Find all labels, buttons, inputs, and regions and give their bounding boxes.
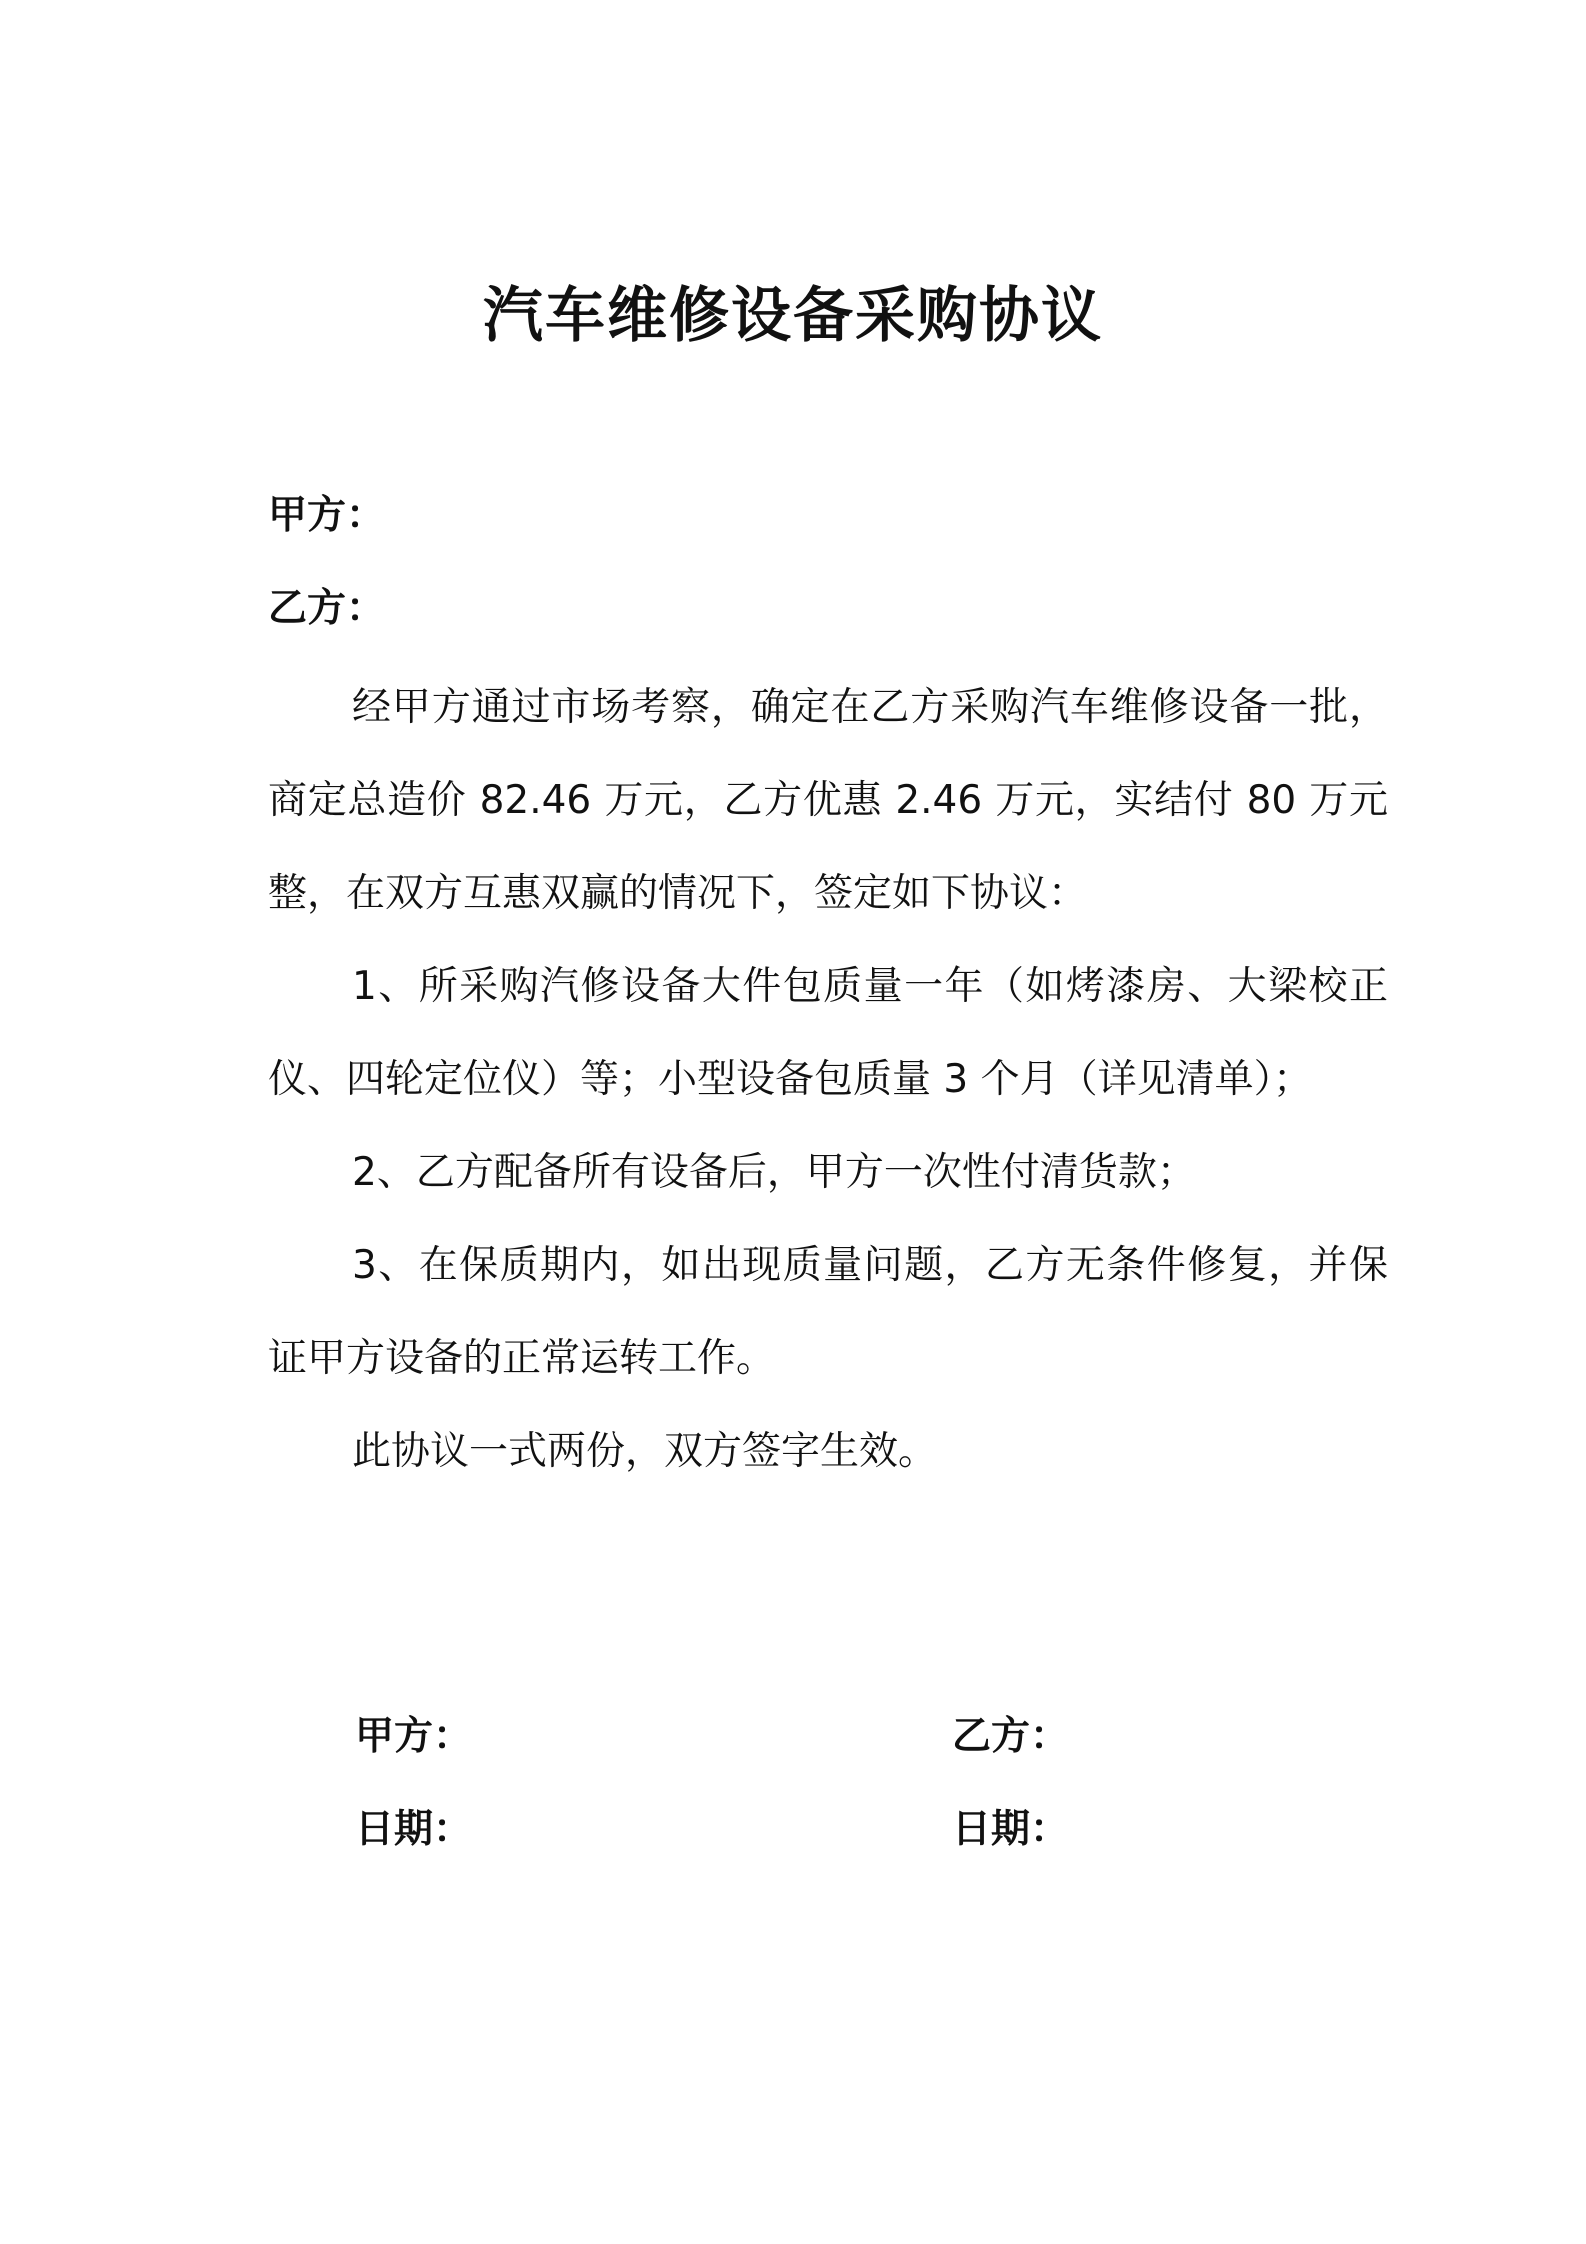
signature-party-a-label: 甲方： (355, 1714, 473, 1759)
party-b-label: 乙方： (268, 586, 386, 631)
document-title: 汽车维修设备采购协议 (483, 281, 1103, 351)
signature-party-b-date-label: 日期： (952, 1807, 1070, 1852)
agreement-body (268, 661, 1388, 1498)
paragraph-clause-1: 1、所采购汽修设备大件包质量一年（如烤漆房、大梁校正仪、四轮定位仪）等；小型设备包质量 3 个月（详见清单）； (268, 964, 1388, 1102)
paragraph-intro: 经甲方通过市场考察，确定在乙方采购汽车维修设备一批，商定总造价 82.46 万元，乙方优惠 2.46 万元，实结付 80 万元整，在双方互惠双赢的情况下，签定如下协议： (268, 685, 1388, 916)
signature-party-b-label: 乙方： (952, 1714, 1070, 1759)
paragraph-closing: 此协议一式两份，双方签字生效。 (352, 1429, 938, 1474)
party-a-label: 甲方： (268, 493, 386, 538)
paragraph-clause-2: 2、乙方配备所有设备后，甲方一次性付清货款； (352, 1150, 1196, 1195)
paragraph-clause-3: 3、在保质期内，如出现质量问题，乙方无条件修复，并保证甲方设备的正常运转工作。 (268, 1243, 1388, 1381)
signature-party-a-date-label: 日期： (355, 1807, 473, 1852)
